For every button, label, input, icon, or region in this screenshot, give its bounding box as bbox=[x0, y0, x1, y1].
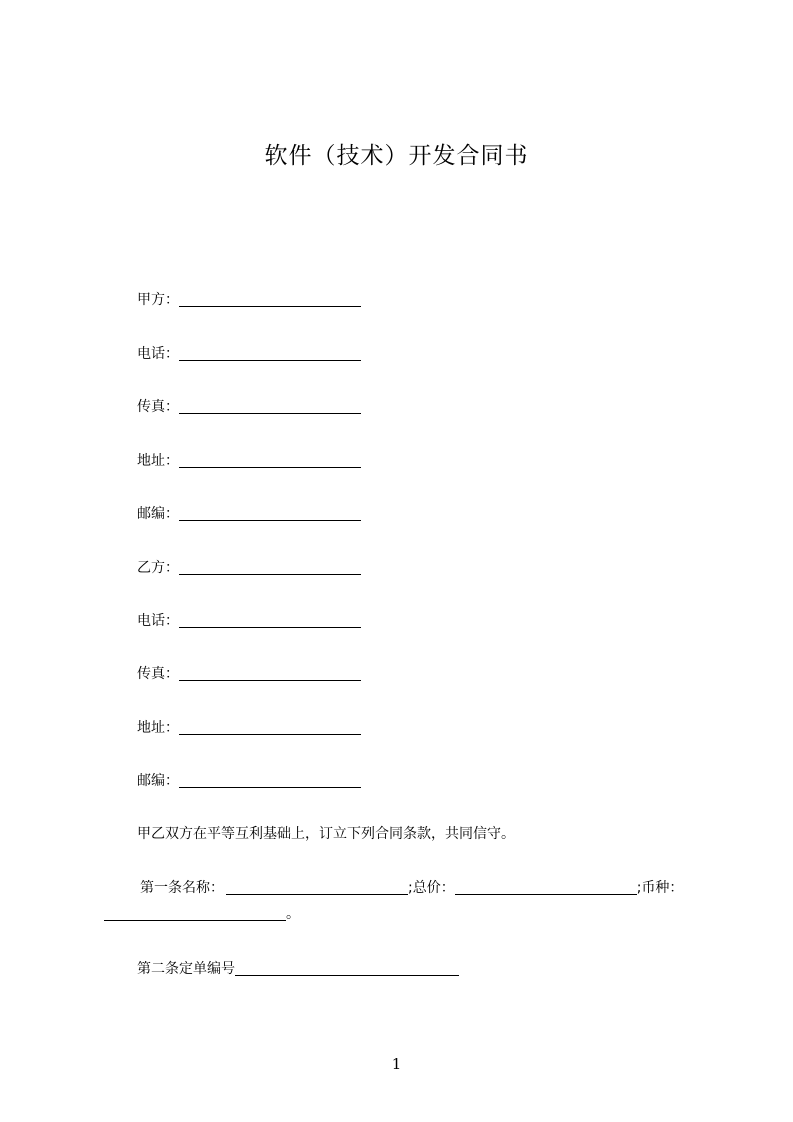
party-a-address-label: 地址： bbox=[137, 453, 179, 469]
party-b-address-blank[interactable] bbox=[179, 720, 361, 735]
party-a-phone-label: 电话： bbox=[137, 346, 179, 362]
party-a-name-blank[interactable] bbox=[179, 292, 361, 307]
article-1-price-blank[interactable] bbox=[455, 880, 637, 895]
document-title: 软件（技术）开发合同书 bbox=[264, 143, 529, 169]
party-b-postcode-blank[interactable] bbox=[179, 773, 361, 788]
article-1-line-1 bbox=[140, 878, 683, 898]
article-1-price-label: 总价： bbox=[412, 880, 455, 896]
party-a-phone-blank[interactable] bbox=[179, 346, 361, 361]
party-b-address-row bbox=[137, 718, 361, 738]
article-1-end: 。 bbox=[286, 906, 300, 922]
article-1-currency-label: 币种： bbox=[641, 880, 684, 896]
article-1-sep-1: ; bbox=[408, 880, 413, 896]
party-a-phone-row bbox=[137, 344, 361, 364]
party-b-phone-row bbox=[137, 611, 361, 631]
article-1-line-2 bbox=[104, 904, 300, 924]
party-b-address-label: 地址： bbox=[137, 720, 179, 736]
party-a-address-blank[interactable] bbox=[179, 453, 361, 468]
article-2-label: 第二条定单编号 bbox=[137, 961, 235, 977]
party-b-fax-row bbox=[137, 664, 361, 684]
article-2-line bbox=[137, 959, 459, 979]
party-b-phone-blank[interactable] bbox=[179, 613, 361, 628]
page-number: 1 bbox=[391, 1055, 402, 1073]
intro-paragraph: 甲乙双方在平等互利基础上，订立下列合同条款，共同信守。 bbox=[137, 826, 515, 842]
party-a-postcode-blank[interactable] bbox=[179, 506, 361, 521]
party-b-fax-label: 传真： bbox=[137, 666, 179, 682]
party-b-fax-blank[interactable] bbox=[179, 666, 361, 681]
party-a-postcode-label: 邮编： bbox=[137, 506, 179, 522]
article-1-name-blank[interactable] bbox=[226, 880, 408, 895]
party-b-postcode-label: 邮编： bbox=[137, 773, 179, 789]
article-1-currency-blank[interactable] bbox=[104, 906, 286, 921]
article-1-name-label: 第一条名称： bbox=[140, 880, 224, 896]
article-1-sep-2: ; bbox=[636, 880, 642, 896]
party-a-fax-label: 传真： bbox=[137, 399, 179, 415]
party-a-fax-row bbox=[137, 397, 361, 417]
party-b-name-row bbox=[137, 558, 361, 578]
party-b-name-blank[interactable] bbox=[179, 560, 361, 575]
party-a-address-row bbox=[137, 451, 361, 471]
article-2-order-number-blank[interactable] bbox=[235, 961, 459, 976]
party-a-name-row bbox=[137, 290, 361, 310]
party-a-name-label: 甲方： bbox=[137, 292, 179, 308]
party-b-phone-label: 电话： bbox=[137, 613, 179, 629]
party-a-fax-blank[interactable] bbox=[179, 399, 361, 414]
party-a-postcode-row bbox=[137, 504, 361, 524]
party-b-name-label: 乙方： bbox=[137, 560, 179, 576]
party-b-postcode-row bbox=[137, 771, 361, 791]
